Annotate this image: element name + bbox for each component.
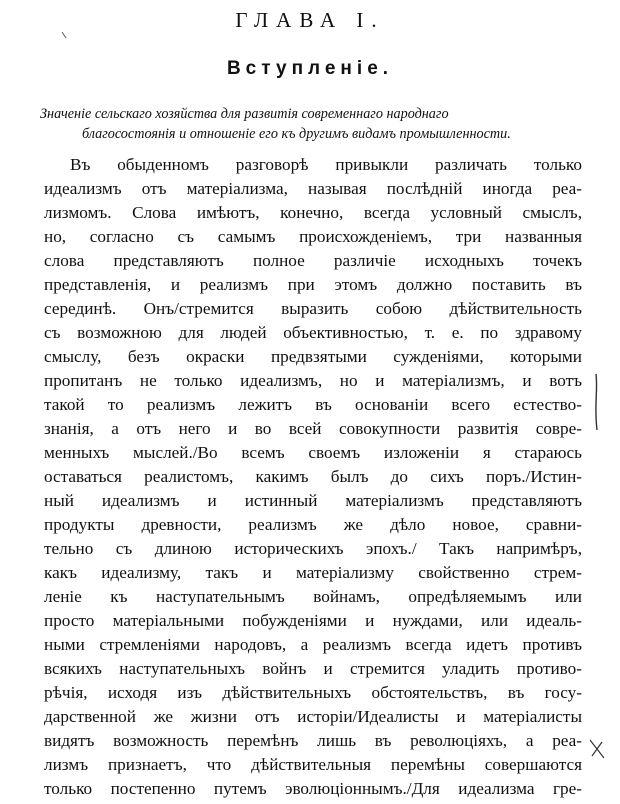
text-line: представленія, и реализмъ при этомъ должно поставить въ xyxy=(44,275,582,294)
text-line: серединѣ. Онъ/стремится выразить собою дѣйствительность xyxy=(44,299,582,318)
chapter-heading: ГЛАВА I. xyxy=(235,8,385,32)
text-line: ный идеализмъ и истинный матеріализмъ представляютъ xyxy=(44,491,582,510)
text-line: какъ идеализму, такъ и матеріализму свойственно стрем- xyxy=(44,563,582,582)
text-line: ными стремленіями народовъ, а реализмъ всегда идетъ противъ xyxy=(44,635,582,654)
text-line: смыслу, безъ окраски предвзятыми сужденіями, которыми xyxy=(44,347,582,366)
section-subtitle xyxy=(40,104,600,144)
subtitle-line: благосостоянія и отношеніе его къ другимъ видамъ промышленности. xyxy=(82,126,511,142)
section-title: Вступленіе. xyxy=(226,58,394,79)
text-line: идеализмъ отъ матеріализма, называя послѣдній иногда реа- xyxy=(44,179,582,198)
text-line: лизмъ признаетъ, что дѣйствительныя перемѣны совершаются xyxy=(44,755,582,774)
text-line: леніе къ наступательнымъ войнамъ, опредѣляемымъ или xyxy=(44,587,582,606)
text-line: но, согласно съ самымъ происхожденіемъ, три названныя xyxy=(44,227,582,246)
pencil-tick-mark-icon xyxy=(60,30,70,40)
text-line: съ возможною для людей объективностью, т. е. по здравому xyxy=(44,323,582,342)
text-line: лизмомъ. Слова имѣютъ, конечно, всегда условный смыслъ, xyxy=(44,203,582,222)
text-line: дарственной же жизни отъ исторіи/Идеалисты и матеріалисты xyxy=(44,707,582,726)
text-line: видятъ возможность перемѣнъ лишь въ революціяхъ, а реа- xyxy=(44,731,582,750)
text-line: продукты древности, реализмъ же дѣло новое, сравни- xyxy=(44,515,582,534)
text-line: просто матеріальными побужденіями и нуждами, или идеаль- xyxy=(44,611,582,630)
text-line: знанія, а отъ него и во всей совокупности развитія совре- xyxy=(44,419,582,438)
subtitle-line: Значеніе сельскаго хозяйства для развитія современнаго народнаго xyxy=(40,106,449,122)
text-line: только постепенно путемъ эволюціоннымъ./Для идеализма гре- xyxy=(44,779,582,798)
text-line: слова представляютъ полное различіе исходныхъ точекъ xyxy=(44,251,582,270)
text-line: оставаться реалистомъ, какимъ былъ до сихъ поръ./Истин- xyxy=(44,467,582,486)
text-line: Въ обыденномъ разговорѣ привыкли различать только xyxy=(70,155,582,174)
text-line: тельно съ длиною историческихъ эпохъ./ Такъ напримѣръ, xyxy=(44,539,582,558)
text-line: всякихъ наступательныхъ войнъ и стремится уладить противо- xyxy=(44,659,582,678)
text-line: пропитанъ не только идеализмъ, но и матеріализмъ, и вотъ xyxy=(44,371,582,390)
pencil-cross-mark-icon xyxy=(586,736,608,762)
text-line: менныхъ мыслей./Во всемъ своемъ изложеніи я стараюсь xyxy=(44,443,582,462)
pencil-margin-mark-icon xyxy=(590,372,604,432)
text-line: рѣчія, исходя изъ дѣйствительныхъ обстоятельствъ, въ госу- xyxy=(44,683,582,702)
text-line: такой то реализмъ лежитъ въ основаніи всего естество- xyxy=(44,395,582,414)
